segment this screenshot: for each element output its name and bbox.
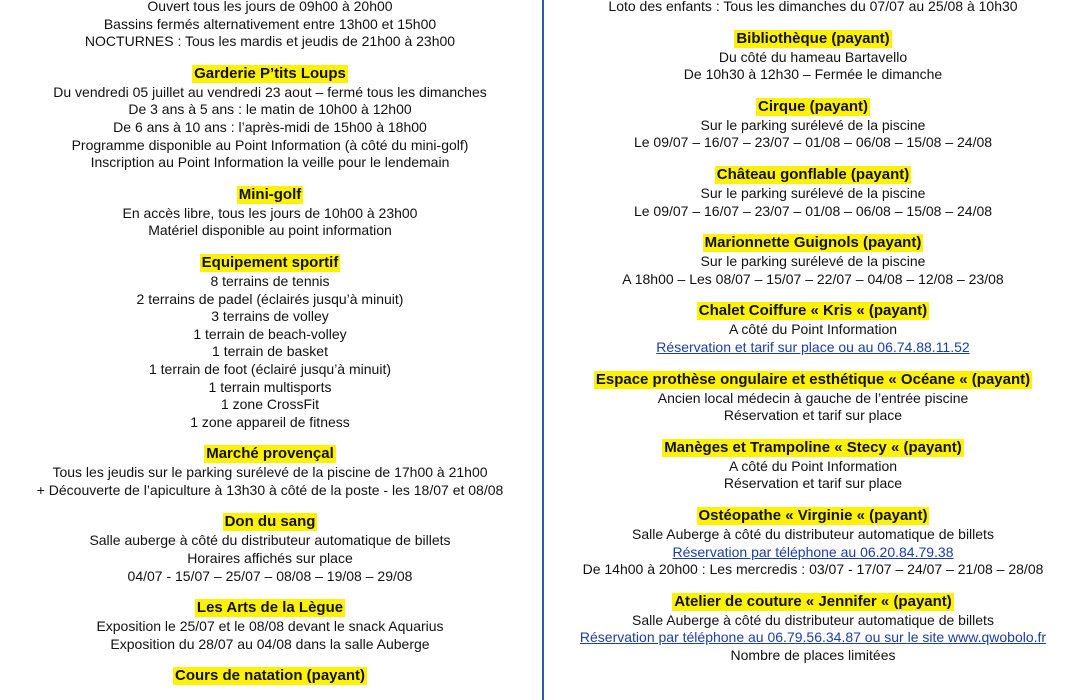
contact-link[interactable]: Réservation et tarif sur place ou au 06.74.88.11.52 — [656, 338, 970, 355]
section-title-row — [0, 653, 540, 686]
info-line: 1 terrain de foot (éclairé jusqu’à minuit) — [148, 360, 391, 377]
section — [546, 152, 1080, 220]
section — [546, 84, 1080, 152]
section-title: Equipement sportif — [201, 253, 339, 271]
info-line: Ancien local médecin à gauche de l’entrée piscine — [657, 389, 969, 406]
info-line: Horaires affichés sur place — [187, 550, 353, 567]
section-title: Château gonflable (payant) — [716, 165, 910, 183]
info-line: Réservation et tarif sur place — [723, 475, 903, 492]
section-title-row — [546, 357, 1080, 390]
left-column-content — [0, 0, 540, 686]
section-title: Manèges et Trampoline « Stecy « (payant) — [664, 438, 962, 456]
section-title: Don du sang — [224, 513, 316, 531]
info-line: De 6 ans à 10 ans : l’après-midi de 15h00 à 18h00 — [113, 118, 427, 135]
info-line: Salle Auberge à côté du distributeur automatique de billets — [632, 525, 994, 542]
info-line: 1 zone appareil de fitness — [190, 413, 350, 430]
section-title-row — [0, 499, 540, 532]
info-line: + Découverte de l’apiculture à 13h30 à côté de la poste - les 18/07 et 08/08 — [36, 481, 504, 498]
info-line: A côté du Point Information — [728, 457, 898, 474]
section-title: Atelier de couture « Jennifer « (payant) — [674, 592, 952, 610]
section — [546, 579, 1080, 665]
info-line: Programme disponible au Point Information (à côté du mini-golf) — [71, 136, 469, 153]
section — [0, 431, 540, 499]
info-line: De 14h00 à 20h00 : Les mercredis : 03/07 - 17/07 – 24/07 – 21/08 – 28/08 — [582, 561, 1044, 578]
info-line: A côté du Point Information — [728, 321, 898, 338]
info-line: 2 terrains de padel (éclairés jusqu’à minuit) — [136, 290, 404, 307]
info-line: Tous les jeudis sur le parking surélevé de la piscine de 17h00 à 21h00 — [52, 464, 488, 481]
info-line: Réservation et tarif sur place — [723, 407, 903, 424]
section — [0, 172, 540, 240]
section-title: Les Arts de la Lègue — [196, 599, 344, 617]
section-title: Cours de natation (payant) — [174, 667, 365, 685]
section-title-row — [0, 240, 540, 273]
section-title: Garderie P’tits Loups — [194, 64, 346, 82]
info-line: Le 09/07 – 16/07 – 23/07 – 01/08 – 06/08 – 15/08 – 24/08 — [633, 202, 993, 219]
info-line: En accès libre, tous les jours de 10h00 à 23h00 — [122, 204, 418, 221]
info-line: 1 terrain de basket — [212, 343, 328, 360]
right-column-content — [546, 0, 1080, 664]
section — [0, 653, 540, 686]
section-title-row — [546, 579, 1080, 612]
info-line: Bassins fermés alternativement entre 13h00 et 15h00 — [103, 15, 437, 32]
section — [0, 240, 540, 431]
section-title: Bibliothèque (payant) — [736, 29, 890, 47]
info-line: 1 terrain multisports — [208, 378, 332, 395]
contact-link[interactable]: Réservation par téléphone au 06.79.56.34.87 ou sur le site www.qwobolo.fr — [579, 629, 1047, 646]
info-line: Le 09/07 – 16/07 – 23/07 – 01/08 – 06/08 – 15/08 – 24/08 — [633, 134, 993, 151]
section-title: Mini-golf — [238, 185, 302, 203]
section — [0, 499, 540, 585]
section — [0, 51, 540, 172]
column-divider — [542, 0, 544, 700]
section-title-row — [0, 585, 540, 618]
info-line: 3 terrains de volley — [211, 308, 329, 325]
info-line: De 3 ans à 5 ans : le matin de 10h00 à 12h00 — [128, 101, 412, 118]
section-title-row — [0, 51, 540, 84]
contact-link[interactable]: Réservation par téléphone au 06.20.84.79.38 — [672, 543, 954, 560]
section-title-row — [546, 152, 1080, 185]
section — [546, 16, 1080, 84]
info-line: Sur le parking surélevé de la piscine — [700, 184, 926, 201]
section — [546, 493, 1080, 579]
info-line: A 18h00 – Les 08/07 – 15/07 – 22/07 – 04/08 – 12/08 – 23/08 — [622, 270, 1004, 287]
section — [546, 288, 1080, 356]
section-title: Espace prothèse ongulaire et esthétique « Océane « (payant) — [595, 370, 1031, 388]
section-title-row — [0, 431, 540, 464]
info-line: De 10h30 à 12h30 – Fermée le dimanche — [683, 66, 943, 83]
info-line: 04/07 - 15/07 – 25/07 – 08/08 – 19/08 – 29/08 — [127, 567, 413, 584]
section-title-row — [546, 425, 1080, 458]
section — [546, 220, 1080, 288]
info-line: 8 terrains de tennis — [210, 272, 330, 289]
info-line: 1 terrain de beach-volley — [193, 325, 347, 342]
right-column — [546, 0, 1080, 700]
info-line: Sur le parking surélevé de la piscine — [700, 116, 926, 133]
section — [0, 585, 540, 653]
info-line: Exposition le 25/07 et le 08/08 devant le snack Aquarius — [96, 618, 444, 635]
section-title-row — [546, 16, 1080, 49]
section-title: Marionnette Guignols (payant) — [704, 234, 922, 252]
info-line: Salle auberge à côté du distributeur automatique de billets — [89, 532, 451, 549]
section-title-row — [546, 84, 1080, 117]
section-title-row — [0, 172, 540, 205]
section — [546, 425, 1080, 493]
section — [546, 357, 1080, 425]
section-title-row — [546, 288, 1080, 321]
info-line: 1 zone CrossFit — [220, 396, 320, 413]
info-line: Loto des enfants : Tous les dimanches du 07/07 au 25/08 à 10h30 — [608, 0, 1018, 14]
info-line: Matériel disponible au point information — [148, 222, 392, 239]
section-title: Ostéopathe « Virginie « (payant) — [698, 506, 928, 524]
section-title-row — [546, 220, 1080, 253]
info-line: Nombre de places limitées — [730, 646, 896, 663]
info-line: Salle Auberge à côté du distributeur automatique de billets — [632, 611, 994, 628]
info-line: Du vendredi 05 juillet au vendredi 23 aout – fermé tous les dimanches — [53, 83, 487, 100]
info-line: Ouvert tous les jours de 09h00 à 20h00 — [147, 0, 393, 14]
section-title: Marché provençal — [206, 445, 334, 463]
section-title: Chalet Coiffure « Kris « (payant) — [698, 302, 928, 320]
info-line: Sur le parking surélevé de la piscine — [700, 253, 926, 270]
info-line: NOCTURNES : Tous les mardis et jeudis de 21h00 à 23h00 — [84, 33, 456, 50]
info-line: Du côté du hameau Bartavello — [718, 48, 908, 65]
info-line: Exposition du 28/07 au 04/08 dans la salle Auberge — [110, 635, 430, 652]
section-title: Cirque (payant) — [757, 97, 868, 115]
info-line: Inscription au Point Information la veille pour le lendemain — [90, 154, 450, 171]
section-title-row — [546, 493, 1080, 526]
